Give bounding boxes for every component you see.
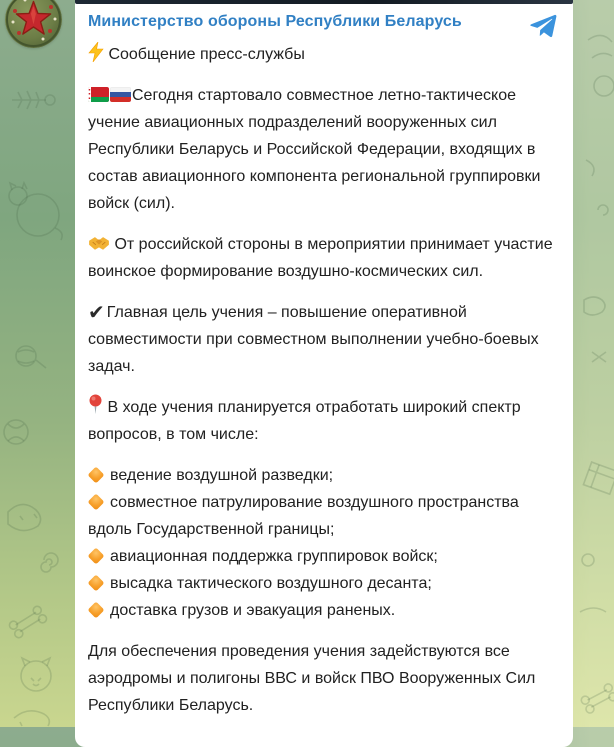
- bullet-item: [88, 570, 557, 597]
- paragraph-support: [88, 638, 557, 719]
- paragraph-exercise-start: [88, 82, 557, 217]
- bullet-item-text: совместное патрулирование воздушного пространства вдоль Государственной границы;: [88, 494, 519, 538]
- paragraph-main-goal-text: Главная цель учения – повышение оперативной совместимости при совместном выполнении учебно-боевых задач.: [88, 304, 539, 375]
- orange-diamond-icon: [88, 548, 105, 565]
- handshake-icon: [88, 234, 110, 252]
- pushpin-icon: [88, 394, 103, 415]
- press-service-text: Сообщение пресс-службы: [108, 46, 305, 63]
- paragraph-russian-side: [88, 231, 557, 285]
- share-paper-plane-icon[interactable]: [530, 11, 557, 38]
- paragraph-support-text: Для обеспечения проведения учения задействуются все аэродромы и полигоны ВВС и войск ПВО Вооруженных Сил Республики Беларусь.: [88, 643, 536, 714]
- paragraph-exercise-start-text: Сегодня стартовало совместное летно-тактическое учение авиационных подразделений вооруженных сил Республики Беларусь и Российской Федерации, входящих в состав авиационного компонента региональной группировки войск (сил).: [88, 87, 541, 212]
- message-header: [75, 4, 573, 38]
- channel-title[interactable]: Министерство обороны Республики Беларусь: [88, 13, 462, 30]
- bullet-item-text: доставка грузов и эвакуация раненых.: [110, 602, 396, 619]
- bullet-list: [88, 462, 557, 624]
- message-text: [75, 38, 573, 735]
- russia-flag-icon: [110, 87, 131, 102]
- bullet-item: [88, 462, 557, 489]
- belarus-flag-icon: [88, 87, 109, 102]
- orange-diamond-icon: [88, 602, 105, 619]
- bullet-item: [88, 543, 557, 570]
- bullet-item-text: ведение воздушной разведки;: [110, 467, 334, 484]
- paragraph-plan: [88, 394, 557, 448]
- press-service-line: [88, 41, 557, 68]
- bullet-item-text: высадка тактического воздушного десанта;: [110, 575, 432, 592]
- paragraph-plan-text: В ходе учения планируется отработать широкий спектр вопросов, в том числе:: [88, 399, 521, 443]
- message-bubble: [75, 0, 573, 747]
- lightning-icon: [88, 42, 104, 62]
- bullet-item: [88, 597, 557, 624]
- paragraph-russian-side-text: От российской стороны в мероприятии принимает участие воинское формирование воздушно-космических сил.: [88, 236, 553, 280]
- bullet-item-text: авиационная поддержка группировок войск;: [110, 548, 438, 565]
- check-mark-icon: ✔: [88, 300, 105, 324]
- orange-diamond-icon: [88, 467, 105, 484]
- paragraph-main-goal: [88, 299, 557, 380]
- orange-diamond-icon: [88, 575, 105, 592]
- orange-diamond-icon: [88, 494, 105, 511]
- bullet-item: [88, 489, 557, 543]
